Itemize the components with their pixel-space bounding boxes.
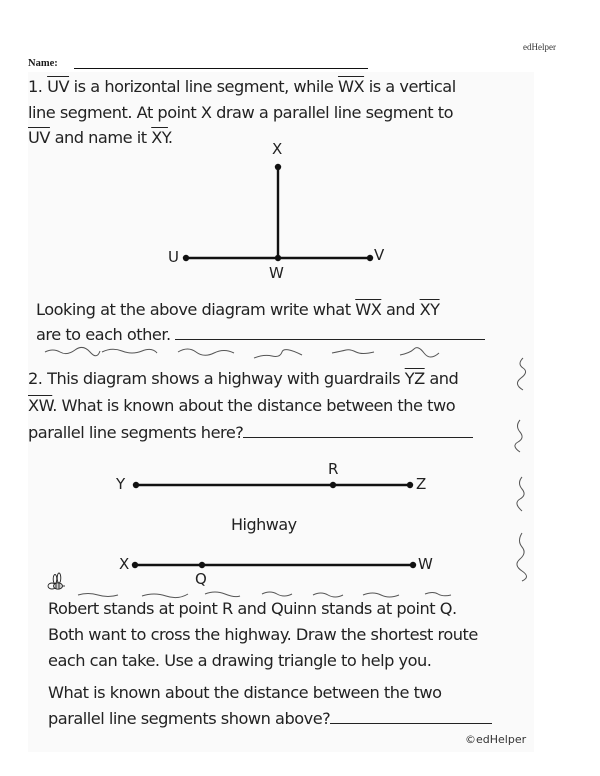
q1-text: and name it	[49, 128, 152, 147]
q1-line2: line segment. At point X draw a parallel line segment to	[28, 103, 454, 122]
q2-text: and	[424, 369, 459, 388]
answer-blank-2[interactable]	[243, 425, 473, 438]
q1-diagram	[183, 164, 373, 261]
point-z[interactable]	[407, 482, 413, 488]
point-w[interactable]	[275, 255, 281, 261]
point-v[interactable]	[367, 255, 373, 261]
q2-para1-line3: each can take. Use a drawing triangle to help you.	[48, 651, 432, 670]
point-r[interactable]	[330, 482, 336, 488]
answer-blank-1[interactable]	[175, 327, 485, 340]
segment-wx: $\overline{WX}$	[355, 300, 382, 319]
q2-text: This diagram shows a highway with guardrails	[42, 369, 405, 388]
answer-blank-3[interactable]	[330, 711, 492, 724]
q2-line3	[28, 423, 473, 443]
q1-text: is a vertical	[364, 77, 456, 96]
q1-followup-line1	[36, 300, 440, 320]
segment-uv: $\overline{UV}$	[28, 128, 50, 147]
label-y: Y	[116, 475, 126, 493]
segment-wx: $\overline{WX}$	[337, 77, 365, 96]
label-u: U	[168, 248, 179, 266]
q2-para2-line1: What is known about the distance between the two	[48, 683, 442, 702]
squiggle	[142, 594, 188, 598]
point-u[interactable]	[183, 255, 189, 261]
q1-followup-text: Looking at the above diagram write what	[36, 300, 356, 319]
point-x[interactable]	[275, 164, 281, 170]
squiggle	[178, 349, 234, 355]
squiggle	[332, 350, 374, 354]
q2-line2	[28, 396, 455, 416]
squiggle-vertical	[515, 420, 522, 452]
squiggle	[262, 592, 292, 596]
segment-xw: $\overline{XW}$	[28, 396, 53, 415]
point-x2[interactable]	[132, 562, 138, 568]
squiggle-vertical	[517, 358, 525, 390]
squiggle	[363, 593, 399, 597]
segment-xy: $\overline{XY}$	[151, 128, 168, 147]
segment-uv: $\overline{UV}$	[47, 77, 70, 96]
label-w: W	[269, 264, 284, 282]
highway-label: Highway	[231, 515, 297, 534]
label-z: Z	[416, 475, 427, 493]
q2-line1	[28, 369, 458, 389]
squiggle-vertical	[517, 533, 527, 581]
name-label: Name:	[28, 58, 58, 69]
point-q[interactable]	[199, 562, 205, 568]
squiggle	[78, 594, 118, 597]
q2-para2-line2	[48, 709, 492, 729]
point-y[interactable]	[133, 482, 139, 488]
brand-header: edHelper	[523, 42, 556, 52]
q2-number: 2.	[28, 369, 43, 388]
q1-followup-text: and	[381, 300, 420, 319]
label-r: R	[328, 460, 339, 478]
label-v: V	[374, 246, 385, 264]
squiggle-vertical	[517, 477, 524, 511]
q1-number: 1.	[28, 77, 43, 96]
q2-para1-line2: Both want to cross the highway. Draw the shortest route	[48, 625, 478, 644]
q2-text: parallel line segments here?	[28, 423, 244, 442]
squiggle	[313, 593, 343, 597]
bee-icon	[48, 573, 65, 589]
q2-para2-text: parallel line segments shown above?	[48, 709, 331, 728]
label-q: Q	[195, 570, 207, 588]
q1-text: .	[167, 128, 173, 147]
q2-para1-line1: Robert stands at point R and Quinn stands at point Q.	[48, 599, 457, 618]
label-w: W	[418, 555, 433, 573]
q2-text: . What is known about the distance between the two	[52, 396, 456, 415]
squiggle	[425, 593, 451, 596]
squiggle	[254, 350, 302, 358]
label-x: X	[272, 140, 283, 158]
squiggle	[400, 348, 439, 357]
segment-yz: $\overline{YZ}$	[404, 369, 425, 388]
copyright-footer: ©edHelper	[465, 733, 527, 746]
q1-text: is a horizontal line segment, while	[69, 77, 338, 96]
q1-followup-text: are to each other.	[36, 325, 171, 344]
squiggle	[45, 347, 100, 355]
q1-followup-line2	[36, 325, 485, 345]
label-x: X	[119, 555, 130, 573]
squiggle	[102, 349, 157, 353]
segment-xy: $\overline{XY}$	[419, 300, 440, 319]
squiggle	[205, 592, 240, 597]
point-w2[interactable]	[410, 562, 416, 568]
